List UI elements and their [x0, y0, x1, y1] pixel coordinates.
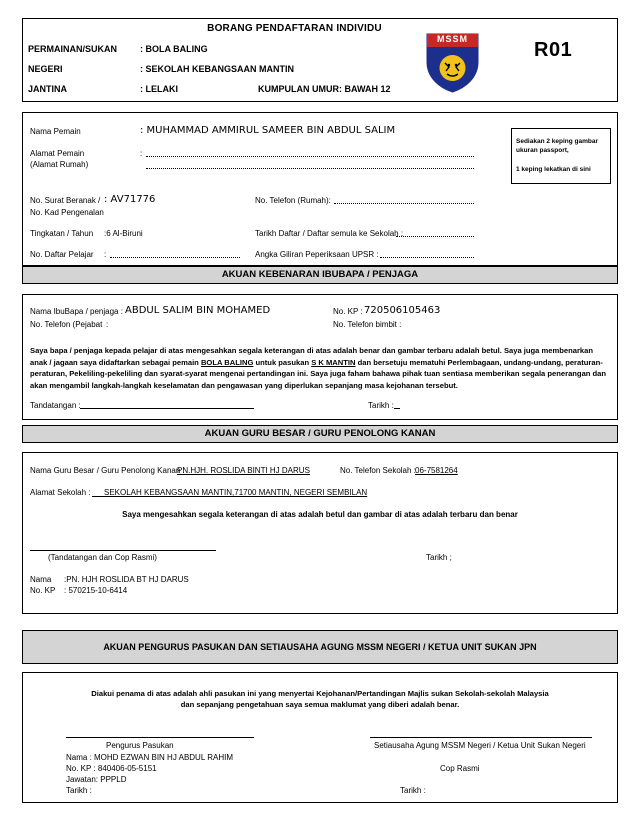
committee-decl-1: Diakui penama di atas adalah ahli pasukan ini yang menyertai Kejohanan/Pertandingan Majlis sukan Sekolah-sekolah Malaysia [91, 689, 549, 698]
manager-label: Pengurus Pasukan [106, 741, 174, 750]
register-date-label: Tarikh Daftar / Daftar semula ke Sekolah : [255, 229, 404, 238]
headmaster-date-label: Tarikh ; [426, 553, 452, 562]
player-name-label: Nama Pemain [30, 127, 81, 136]
headmaster-name-value: PN.HJH. ROSLIDA BINTI HJ DARUS [177, 466, 310, 475]
headmaster-nama-label: Nama [30, 575, 52, 584]
manager-signature-line [66, 737, 254, 738]
parent-kp-value: 720506105463 [364, 305, 441, 316]
parent-date-line [394, 408, 400, 409]
official-stamp-label: Cop Rasmi [440, 764, 480, 773]
school-address-label: Alamat Sekolah : [30, 488, 91, 497]
student-no-label: No. Daftar Pelajar [30, 250, 94, 259]
headmaster-kp-value: : 570215-10-6414 [64, 586, 128, 595]
parent-decl-part-3: dan bersetuju mematuhi Perlembagaan, undang-undang, peraturan-peraturan, Pekeliling-pekeliling dan syarat-syarat mengenai pertandingan ini. Saya juga faham bahawa pihak tuan sentiasa memberikan segala penerangan dan akan mengambil langkah-langkah keselamatan dan pengawasan yang diperlukan sepanjang masa kejohanan tersebut. [30, 357, 607, 390]
upsr-label: Angka Giliran Peperiksaan UPSR : [255, 250, 379, 259]
birth-cert-label: No. Surat Beranak / [30, 196, 101, 205]
address-line-1 [146, 156, 474, 157]
header-value-sport: : BOLA BALING [140, 44, 208, 54]
player-name-value: : MUHAMMAD AMMIRUL SAMEER BIN ABDUL SALIM [140, 125, 396, 136]
school-address-lead-line [92, 496, 104, 497]
manager-date: Tarikh : [66, 786, 92, 795]
parent-decl-school: S K MANTIN [311, 357, 356, 367]
parent-decl-part-1: Saya bapa / penjaga kepada pelajar di atas mengesahkan segala keterangan di atas adalah benar dan gambar terbaru adalah betul. Saya juga membenarkan anak / jagaan saya didaftarkan sebagai pemain [30, 346, 594, 367]
headmaster-signature-label: (Tandatangan dan Cop Rasmi) [48, 553, 157, 562]
headmaster-kp-label: No. KP [30, 586, 56, 595]
school-address-value: SEKOLAH KEBANGSAAN MANTIN,71700 MANTIN, NEGERI SEMBILAN [104, 488, 368, 497]
parent-mobile-label: No. Telefon bimbit : [333, 320, 402, 329]
upsr-line [380, 257, 474, 258]
parent-name-value: ABDUL SALIM BIN MOHAMED [125, 305, 271, 316]
home-phone-label: No. Telefon (Rumah): [255, 196, 331, 205]
logo-text: MSSM [437, 34, 468, 44]
committee-section-title: AKUAN PENGURUS PASUKAN DAN SETIAUSAHA AGUNG MSSM NEGERI / KETUA UNIT SUKAN JPN [103, 642, 537, 652]
committee-decl-2: dan sepanjang pengetahuan saya semua maklumat yang diberi adalah benar. [180, 700, 460, 709]
birth-cert-value: : AV71776 [104, 194, 156, 205]
headmaster-name-label: Nama Guru Besar / Guru Penolong Kanan : [30, 466, 185, 475]
student-no-line [110, 257, 240, 258]
manager-kp: No. KP : 840406-05-5151 [66, 764, 157, 773]
photo-note-2: 1 keping lekatkan di sini [516, 166, 591, 173]
parent-kp-label: No. KP : [333, 307, 363, 316]
school-phone-label: No. Telefon Sekolah : [340, 466, 416, 475]
player-address-label-2: (Alamat Rumah) [30, 160, 89, 169]
player-address-colon: : [140, 149, 143, 158]
ic-label: No. Kad Pengenalan [30, 208, 104, 217]
register-date-line [396, 236, 474, 237]
parent-decl-part-2: untuk pasukan [253, 357, 312, 367]
parent-date-label: Tarikh : [368, 401, 394, 410]
form-title: BORANG PENDAFTARAN INDIVIDU [207, 23, 382, 34]
parent-office-phone-colon: : [106, 320, 109, 329]
secretary-signature-line [370, 737, 592, 738]
parent-section-title: AKUAN KEBENARAN IBUBAPA / PENJAGA [22, 266, 618, 284]
parent-declaration [30, 345, 612, 391]
header-label-gender: JANTINA [28, 84, 68, 94]
headmaster-signature-line [30, 550, 216, 551]
header-label-state: NEGERI [28, 64, 63, 74]
grade-value: :6 Al-Biruni [104, 229, 143, 238]
form-code: R01 [534, 39, 573, 61]
manager-name: Nama : MOHD EZWAN BIN HJ ABDUL RAHIM [66, 753, 233, 762]
header-value-gender: : LELAKI [140, 84, 178, 94]
player-address-label: Alamat Pemain [30, 149, 85, 158]
school-phone-value: 06-7581264 [415, 466, 458, 475]
secretary-date: Tarikh : [400, 786, 426, 795]
student-no-colon: : [104, 250, 107, 259]
headmaster-confirmation: Saya mengesahkan segala keterangan di atas adalah betul dan gambar di atas adalah terbaru dan benar [122, 510, 518, 519]
parent-signature-label: Tandatangan : [30, 401, 81, 410]
manager-position: Jawatan: PPPLD [66, 775, 127, 784]
header-value-state: : SEKOLAH KEBANGSAAN MANTIN [140, 64, 294, 74]
grade-label: Tingkatan / Tahun [30, 229, 94, 238]
header-label-sport: PERMAINAN/SUKAN [28, 44, 118, 54]
headmaster-nama-value: :PN. HJH ROSLIDA BT HJ DARUS [64, 575, 189, 584]
headmaster-section-title: AKUAN GURU BESAR / GURU PENOLONG KANAN [22, 425, 618, 443]
mssm-logo [425, 32, 480, 94]
address-line-2 [146, 168, 474, 169]
parent-signature-line [80, 408, 254, 409]
header-age-group: KUMPULAN UMUR: BAWAH 12 [258, 84, 391, 94]
parent-office-phone-label: No. Telefon (Pejabat [30, 320, 103, 329]
secretary-label: Setiausaha Agung MSSM Negeri / Ketua Unit Sukan Negeri [374, 741, 586, 750]
photo-note-1: Sediakan 2 keping gambar ukuran passport, [516, 138, 599, 154]
parent-name-label: Nama IbuBapa / penjaga : [30, 307, 123, 316]
home-phone-line [334, 203, 474, 204]
parent-decl-sport: BOLA BALING [200, 357, 254, 367]
